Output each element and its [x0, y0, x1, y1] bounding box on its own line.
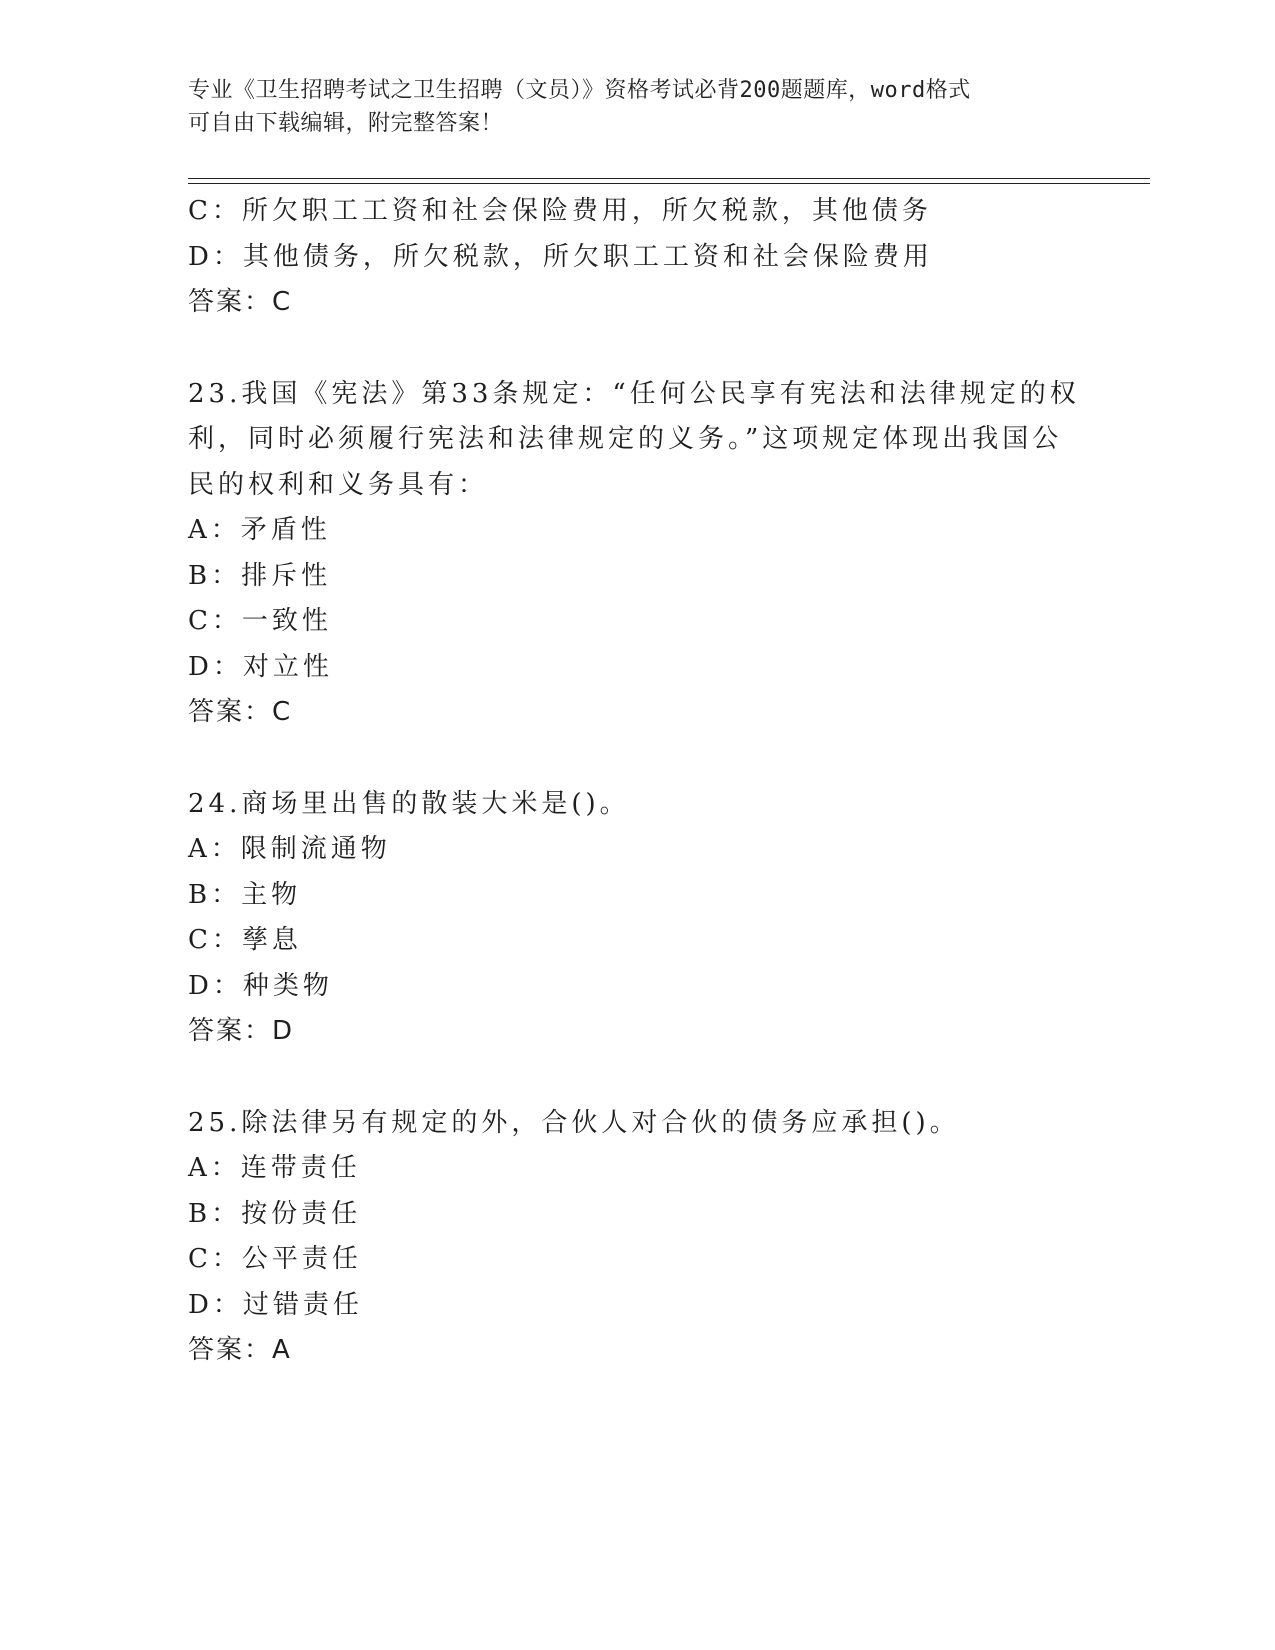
question-24 — [188, 782, 1088, 1055]
option-a: A：矛盾性 — [188, 515, 331, 545]
question-text: 民的权利和义务具有： — [188, 469, 489, 500]
option-c: C：一致性 — [188, 606, 332, 636]
option-c: C：所欠职工工资和社会保险费用，所欠税款，其他债务 — [188, 196, 932, 226]
spacer — [188, 326, 1088, 372]
option-a: A：限制流通物 — [188, 834, 391, 864]
option-c: C：公平责任 — [188, 1244, 362, 1274]
question-text: 利，同时必须履行宪法和法律规定的义务。”这项规定体现出我国公 — [188, 424, 1063, 454]
document-header — [188, 74, 1088, 140]
option-b: B：排斥性 — [188, 560, 332, 591]
header-line-1: 专业《卫生招聘考试之卫生招聘（文员）》资格考试必背200题题库，word格式 — [188, 78, 971, 103]
answer-line: 答案：D — [188, 1016, 295, 1046]
question-content — [188, 189, 1088, 1374]
option-d: D：对立性 — [188, 651, 333, 682]
spacer — [188, 736, 1088, 782]
option-d: D：其他债务，所欠税款，所欠职工工资和社会保险费用 — [188, 241, 933, 272]
previous-question-tail — [188, 189, 1088, 326]
answer-line: 答案：C — [188, 287, 293, 317]
option-b: B：主物 — [188, 879, 302, 910]
question-23 — [188, 372, 1088, 736]
question-text: 24.商场里出售的散装大米是()。 — [188, 788, 630, 819]
option-a: A：连带责任 — [188, 1153, 361, 1183]
option-c: C：孳息 — [188, 925, 302, 955]
answer-line: 答案：C — [188, 697, 293, 727]
header-divider-bottom — [188, 183, 1150, 184]
option-d: D：过错责任 — [188, 1289, 363, 1320]
option-d: D：种类物 — [188, 970, 333, 1001]
spacer — [188, 1055, 1088, 1101]
header-line-2: 可自由下载编辑，附完整答案！ — [188, 111, 504, 136]
answer-line: 答案：A — [188, 1335, 292, 1365]
header-divider-top — [188, 178, 1150, 179]
question-text: 25.除法律另有规定的外，合伙人对合伙的债务应承担()。 — [188, 1107, 960, 1138]
question-25 — [188, 1101, 1088, 1374]
option-b: B：按份责任 — [188, 1198, 362, 1229]
question-text: 23.我国《宪法》第33条规定：“任何公民享有宪法和法律规定的权 — [188, 378, 1080, 409]
